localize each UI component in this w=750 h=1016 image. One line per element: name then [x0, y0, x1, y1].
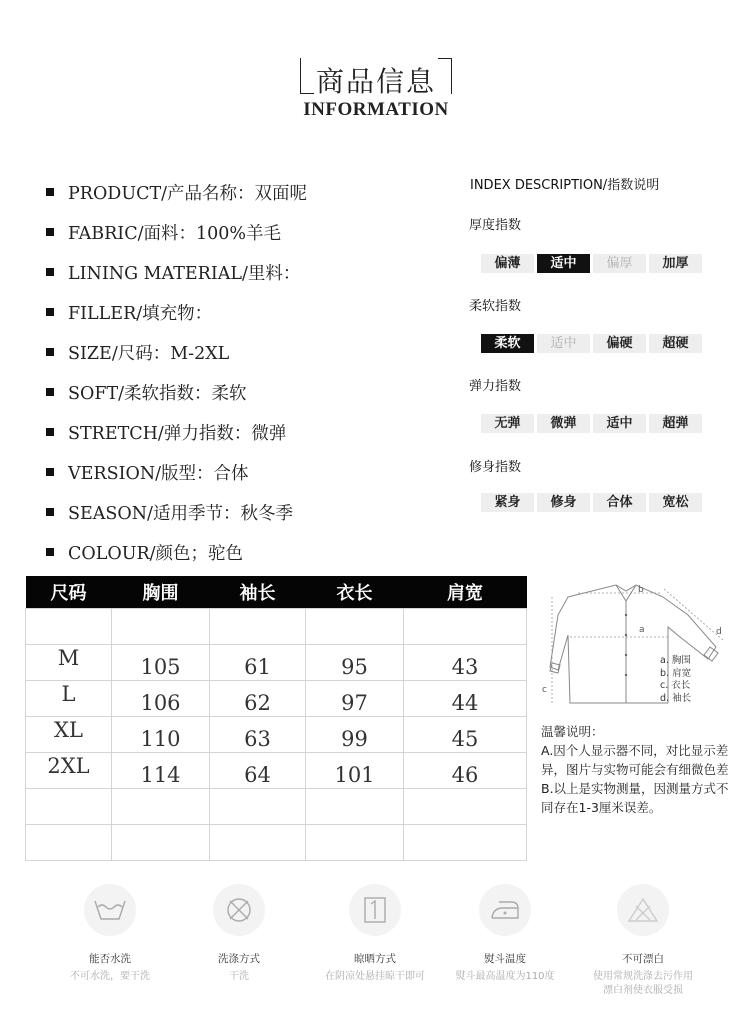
care-item-ironing [430, 884, 580, 984]
care-desc: 熨斗最高温度为110度 [455, 971, 555, 982]
table-cell [112, 824, 210, 860]
size-table [25, 576, 527, 861]
index-option: 宽松 [649, 493, 702, 512]
legend-item: a. 胸围 [660, 655, 691, 666]
table-cell [306, 608, 404, 644]
care-desc: 在阴凉处悬挂晾干即可 [325, 971, 425, 982]
index-option: 修身 [537, 493, 590, 512]
care-desc: 干洗 [229, 971, 249, 982]
index-option: 柔软 [481, 334, 534, 353]
table-cell: M [26, 644, 112, 680]
index-label-fit: 修身指数 [469, 460, 522, 475]
section-title-frame [300, 58, 452, 98]
care-item-drying [300, 884, 450, 984]
table-cell [404, 608, 527, 644]
diagram-letter-a: a [639, 625, 645, 635]
table-cell: 101 [306, 752, 404, 788]
table-cell [404, 788, 527, 824]
care-name: 晾晒方式 [354, 953, 396, 965]
table-cell [210, 608, 306, 644]
table-cell: 46 [404, 752, 527, 788]
bullet-icon [46, 308, 54, 316]
table-cell: 45 [404, 716, 527, 752]
care-name: 熨斗温度 [484, 953, 526, 965]
index-option: 偏薄 [481, 254, 534, 273]
diagram-letter-c: c [542, 685, 547, 695]
index-scale-stretch [481, 414, 705, 433]
index-option: 偏硬 [593, 334, 646, 353]
table-row [26, 716, 527, 752]
tips-item: A.因个人显示器不同，对比显示差异，图片与实物可能会有细微色差 [541, 743, 729, 777]
table-cell [306, 824, 404, 860]
index-option: 适中 [537, 254, 590, 273]
spec-item-colour: COLOUR/颜色；驼色 [46, 532, 456, 572]
table-cell [210, 788, 306, 824]
table-row [26, 788, 527, 824]
dry-in-shade-icon [349, 884, 401, 936]
tips-note [541, 722, 729, 817]
section-subtitle: INFORMATION [303, 99, 449, 120]
iron-icon [479, 884, 531, 936]
no-tumble-dry-icon [213, 884, 265, 936]
table-cell: 43 [404, 644, 527, 680]
bullet-icon [46, 468, 54, 476]
table-cell [26, 608, 112, 644]
column-header: 尺码 [26, 576, 112, 608]
table-cell [26, 788, 112, 824]
tips-item: B.以上是实物测量，因测量方式不同存在1-3厘米误差。 [541, 781, 729, 815]
index-scale-fit [481, 493, 705, 512]
index-option: 加厚 [649, 254, 702, 273]
index-label-thickness: 厚度指数 [469, 218, 522, 233]
table-cell: 64 [210, 752, 306, 788]
bullet-icon [46, 268, 54, 276]
table-row [26, 680, 527, 716]
tips-title: 温馨说明： [541, 724, 604, 739]
table-cell: 61 [210, 644, 306, 680]
table-cell: 105 [112, 644, 210, 680]
care-item-bleach [568, 884, 718, 998]
care-name: 不可漂白 [622, 953, 664, 965]
table-cell: L [26, 680, 112, 716]
table-cell [210, 824, 306, 860]
index-label-softness: 柔软指数 [469, 299, 522, 314]
table-cell [306, 788, 404, 824]
index-option: 合体 [593, 493, 646, 512]
index-scale-thickness [481, 254, 705, 273]
spec-item-stretch: STRETCH/弹力指数：微弹 [46, 412, 456, 452]
spec-item-size: SIZE/尺码：M-2XL [46, 332, 456, 372]
table-cell: 97 [306, 680, 404, 716]
table-cell: 95 [306, 644, 404, 680]
bullet-icon [46, 388, 54, 396]
spec-item-lining: LINING MATERIAL/里料： [46, 252, 456, 292]
hand-wash-icon [84, 884, 136, 936]
section-title: 商品信息 [315, 65, 436, 98]
care-desc: 使用常规洗涤去污作用 漂白剂使衣服受损 [593, 971, 693, 996]
column-header: 衣长 [306, 576, 404, 608]
column-header: 胸围 [112, 576, 210, 608]
care-item-washing [35, 884, 185, 984]
no-bleach-icon [617, 884, 669, 936]
table-cell [112, 788, 210, 824]
size-table-header [26, 576, 527, 608]
index-label-stretch: 弹力指数 [469, 379, 522, 394]
index-option: 超弹 [649, 414, 702, 433]
index-scale-softness [481, 334, 705, 353]
spec-item-season: SEASON/适用季节：秋冬季 [46, 492, 456, 532]
spec-item-version: VERSION/版型：合体 [46, 452, 456, 492]
table-cell: 106 [112, 680, 210, 716]
table-cell: 62 [210, 680, 306, 716]
index-option: 紧身 [481, 493, 534, 512]
column-header: 肩宽 [404, 576, 527, 608]
table-row [26, 644, 527, 680]
shirt-outline-icon [538, 575, 730, 717]
care-name: 洗涤方式 [218, 953, 260, 965]
table-cell: XL [26, 716, 112, 752]
legend-item: b. 肩宽 [660, 667, 692, 679]
table-row [26, 824, 527, 860]
table-cell: 99 [306, 716, 404, 752]
spec-item-soft: SOFT/柔软指数：柔软 [46, 372, 456, 412]
index-heading: INDEX DESCRIPTION/指数说明 [470, 178, 660, 193]
index-option: 适中 [593, 414, 646, 433]
table-cell [404, 824, 527, 860]
bullet-icon [46, 428, 54, 436]
table-cell [112, 608, 210, 644]
table-cell: 44 [404, 680, 527, 716]
table-cell: 2XL [26, 752, 112, 788]
table-row [26, 752, 527, 788]
index-option: 无弹 [481, 414, 534, 433]
bullet-icon [46, 228, 54, 236]
spec-list [46, 172, 456, 572]
table-cell [26, 824, 112, 860]
index-option: 超硬 [649, 334, 702, 353]
table-row [26, 608, 527, 644]
diagram-letter-b: b [638, 585, 644, 595]
index-option: 偏厚 [593, 254, 646, 273]
measurement-diagram [538, 575, 730, 717]
bullet-icon [46, 508, 54, 516]
table-cell: 63 [210, 716, 306, 752]
diagram-legend [660, 655, 691, 705]
spec-item-fabric: FABRIC/面料：100%羊毛 [46, 212, 456, 252]
care-item-method [164, 884, 314, 984]
spec-item-filler: FILLER/填充物： [46, 292, 456, 332]
table-cell: 114 [112, 752, 210, 788]
diagram-letter-d: d [716, 627, 722, 637]
bullet-icon [46, 348, 54, 356]
legend-item: d. 袖长 [660, 692, 692, 704]
table-cell: 110 [112, 716, 210, 752]
bullet-icon [46, 188, 54, 196]
index-option: 适中 [537, 334, 590, 353]
care-desc: 不可水洗，要干洗 [70, 971, 150, 982]
care-name: 能否水洗 [89, 953, 131, 965]
column-header: 袖长 [210, 576, 306, 608]
spec-item-product: PRODUCT/产品名称：双面呢 [46, 172, 456, 212]
bullet-icon [46, 548, 54, 556]
legend-item: c. 衣长 [660, 680, 691, 691]
index-option: 微弹 [537, 414, 590, 433]
